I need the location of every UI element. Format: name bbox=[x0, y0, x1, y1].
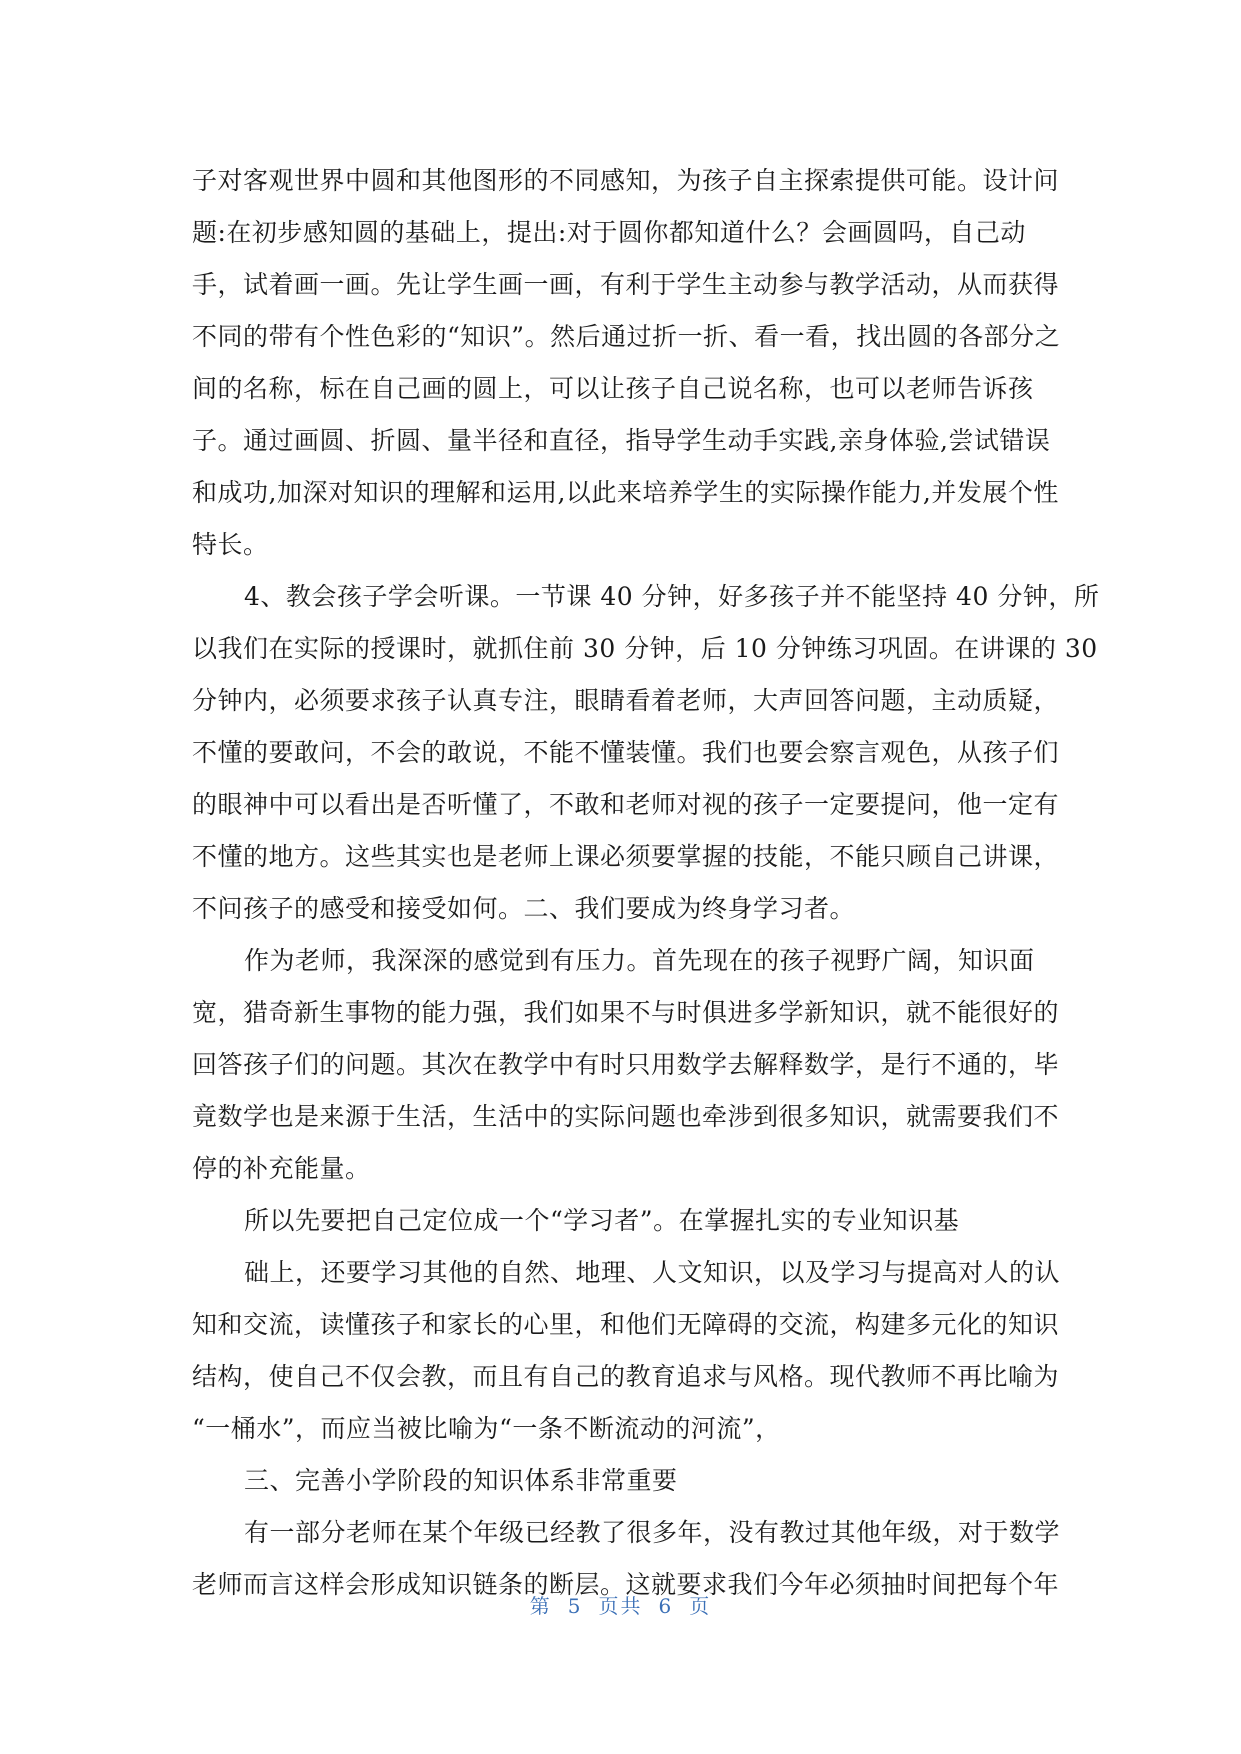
document-body bbox=[192, 155, 1100, 1611]
text-line-20: 停的补充能量。 bbox=[192, 1154, 371, 1183]
footer-total-pages: 6 bbox=[658, 1594, 674, 1618]
text-line-25: “一桶水”，而应当被比喻为“一条不断流动的河流”， bbox=[192, 1414, 781, 1443]
text-line-10: 以我们在实际的授课时，就抓住前 30 分钟，后 10 分钟练习巩固。在讲课的 30 bbox=[192, 634, 1098, 663]
text-line-23: 知和交流，读懂孩子和家长的心里，和他们无障碍的交流，构建多元化的知识 bbox=[192, 1310, 1060, 1339]
text-line-2: 题:在初步感知圆的基础上，提出:对于圆你都知道什么？会画圆吗，自己动 bbox=[192, 218, 1026, 247]
text-line-17: 宽，猎奇新生事物的能力强，我们如果不与时俱进多学新知识，就不能很好的 bbox=[192, 998, 1060, 1027]
footer-prefix: 第 bbox=[529, 1594, 552, 1618]
text-line-1: 子对客观世界中圆和其他图形的不同感知，为孩子自主探索提供可能。设计问 bbox=[192, 166, 1060, 195]
text-line-6: 子。通过画圆、折圆、量半径和直径，指导学生动手实践,亲身体验,尝试错误 bbox=[192, 426, 1051, 455]
text-line-15: 不问孩子的感受和接受如何。二、我们要成为终身学习者。 bbox=[192, 894, 856, 923]
text-line-21: 所以先要把自己定位成一个“学习者”。在掌握扎实的专业知识基 bbox=[244, 1206, 960, 1235]
text-line-5: 间的名称，标在自己画的圆上，可以让孩子自己说名称，也可以老师告诉孩 bbox=[192, 374, 1034, 403]
text-line-16: 作为老师，我深深的感觉到有压力。首先现在的孩子视野广阔，知识面 bbox=[244, 946, 1035, 975]
page-number-footer bbox=[0, 1590, 1241, 1619]
text-line-18: 回答孩子们的问题。其次在教学中有时只用数学去解释数学，是行不通的，毕 bbox=[192, 1050, 1060, 1079]
text-line-12: 不懂的要敢问，不会的敢说，不能不懂装懂。我们也要会察言观色，从孩子们 bbox=[192, 738, 1060, 767]
text-line-8: 特长。 bbox=[192, 530, 269, 559]
text-line-4: 不同的带有个性色彩的“知识”。然后通过折一折、看一看，找出圆的各部分之 bbox=[192, 322, 1061, 351]
text-line-24: 结构，使自己不仅会教，而且有自己的教育追求与风格。现代教师不再比喻为 bbox=[192, 1362, 1060, 1391]
footer-suffix: 页 bbox=[689, 1594, 712, 1618]
text-line-28: 老师而言这样会形成知识链条的断层。这就要求我们今年必须抽时间把每个年 bbox=[192, 1570, 1060, 1599]
text-line-22: 础上，还要学习其他的自然、地理、人文知识，以及学习与提高对人的认 bbox=[244, 1258, 1061, 1287]
text-line-3: 手，试着画一画。先让学生画一画，有利于学生主动参与教学活动，从而获得 bbox=[192, 270, 1060, 299]
footer-current-page: 5 bbox=[567, 1594, 583, 1618]
text-line-19: 竟数学也是来源于生活，生活中的实际问题也牵涉到很多知识，就需要我们不 bbox=[192, 1102, 1060, 1131]
text-line-7: 和成功,加深对知识的理解和运用,以此来培养学生的实际操作能力,并发展个性 bbox=[192, 478, 1059, 507]
text-line-9: 4、教会孩子学会听课。一节课 40 分钟，好多孩子并不能坚持 40 分钟，所 bbox=[244, 582, 1100, 611]
text-line-14: 不懂的地方。这些其实也是老师上课必须要掌握的技能，不能只顾自己讲课， bbox=[192, 842, 1060, 871]
footer-middle: 页共 bbox=[598, 1594, 643, 1618]
text-line-27: 有一部分老师在某个年级已经教了很多年，没有教过其他年级，对于数学 bbox=[244, 1518, 1061, 1547]
text-line-13: 的眼神中可以看出是否听懂了，不敢和老师对视的孩子一定要提问，他一定有 bbox=[192, 790, 1060, 819]
text-line-26: 三、完善小学阶段的知识体系非常重要 bbox=[244, 1466, 678, 1495]
text-line-11: 分钟内，必须要求孩子认真专注，眼睛看着老师，大声回答问题，主动质疑， bbox=[192, 686, 1060, 715]
